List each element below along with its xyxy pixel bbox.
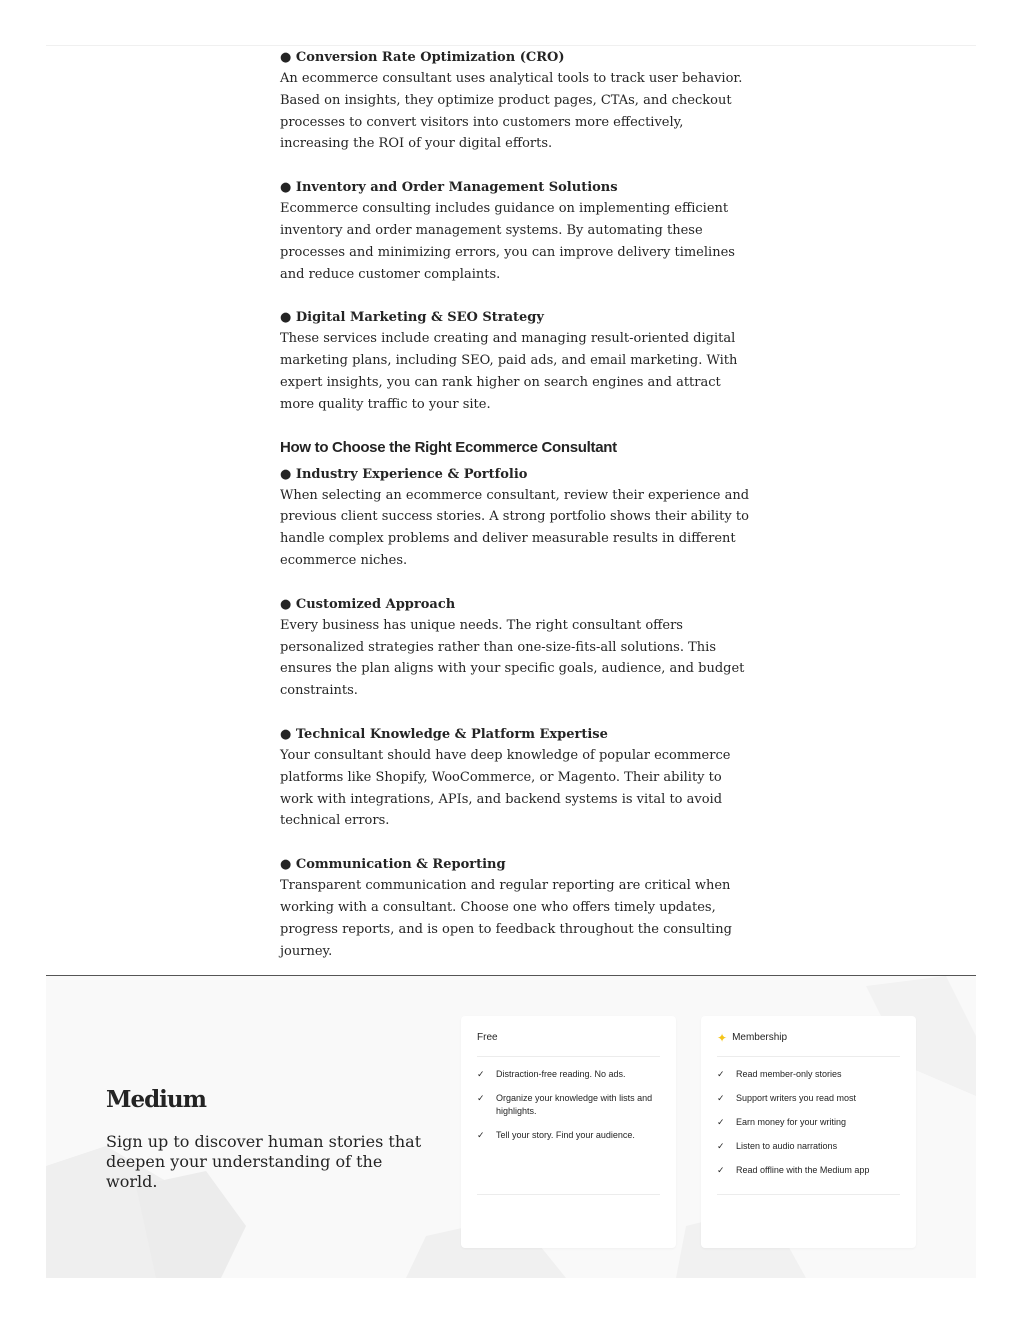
membership-plan-title: Membership	[732, 1032, 788, 1043]
item-body: Transparent communication and regular reporting are critical when working with a consultant. Choose one who offers timely updates, progress reports, and is open to feedback throughout the consulting journey.	[280, 878, 732, 959]
membership-plan-header	[717, 1032, 900, 1057]
item-title: ● Inventory and Order Management Solutions	[280, 180, 618, 196]
free-plan-features	[477, 1068, 660, 1153]
list-item: ✓ Listen to audio narrations	[717, 1141, 838, 1151]
item-title: ● Communication & Reporting	[280, 857, 506, 873]
card-divider	[717, 1194, 900, 1195]
free-plan-header	[477, 1032, 660, 1057]
item-title: ● Digital Marketing & SEO Strategy	[280, 310, 544, 326]
check-icon: ✓	[717, 1165, 725, 1175]
item-body: Your consultant should have deep knowledge of popular ecommerce platforms like Shopify, WooCommerce, or Magento. Their ability to work with integrations, APIs, and backend systems is vital to avoid technical errors.	[280, 747, 731, 829]
item-body: These services include creating and managing result-oriented digital marketing plans, including SEO, paid ads, and email marketing. With expert insights, you can rank higher on search engines and attract more quality traffic to your site.	[280, 331, 738, 412]
choose-item-experience	[280, 464, 750, 572]
signup-banner	[46, 975, 976, 1278]
list-item: ✓ Read offline with the Medium app	[717, 1165, 870, 1175]
check-icon: ✓	[477, 1130, 485, 1140]
free-plan-card[interactable]	[461, 1016, 676, 1248]
check-icon: ✓	[477, 1069, 485, 1079]
top-divider	[46, 45, 976, 46]
heading-choose-consultant: How to Choose the Right Ecommerce Consultant	[280, 438, 617, 456]
service-item-marketing	[280, 307, 750, 415]
item-body: When selecting an ecommerce consultant, review their experience and previous client success stories. A strong portfolio shows their ability to handle complex problems and deliver measurable results in different ecommerce niches.	[280, 487, 750, 568]
list-item: ✓ Organize your knowledge with lists and highlights.	[477, 1093, 653, 1116]
check-icon: ✓	[477, 1093, 485, 1103]
item-title: ● Industry Experience & Portfolio	[280, 466, 528, 482]
check-icon: ✓	[717, 1093, 725, 1103]
check-icon: ✓	[717, 1117, 725, 1127]
item-body: Ecommerce consulting includes guidance on implementing efficient inventory and order management systems. By automating these processes and minimizing errors, you can improve delivery timelines and reduce customer complaints.	[280, 201, 735, 282]
free-plan-title: Free	[477, 1032, 498, 1043]
article-body	[280, 47, 750, 975]
choose-item-customized	[280, 594, 750, 702]
list-item: ✓ Read member-only stories	[717, 1069, 842, 1079]
choose-item-communication	[280, 854, 750, 962]
item-body: An ecommerce consultant uses analytical tools to track user behavior. Based on insights, they optimize product pages, CTAs, and checkout processes to convert visitors into customers more effectively, increasing the ROI of your digital efforts.	[280, 71, 743, 152]
membership-plan-card[interactable]	[701, 1016, 916, 1248]
card-divider	[477, 1194, 660, 1195]
membership-plan-features	[717, 1068, 900, 1188]
service-item-inventory	[280, 177, 750, 285]
list-item: ✓ Support writers you read most	[717, 1093, 857, 1103]
item-title: ● Customized Approach	[280, 596, 456, 612]
item-title: ● Conversion Rate Optimization (CRO)	[280, 50, 565, 65]
signup-tagline: Sign up to discover human stories that deepen your understanding of the world.	[106, 1132, 422, 1191]
list-item: ✓ Earn money for your writing	[717, 1117, 847, 1127]
check-icon: ✓	[717, 1141, 725, 1151]
item-title: ● Technical Knowledge & Platform Expertise	[280, 726, 608, 742]
service-item-cro	[280, 47, 750, 155]
choose-item-technical	[280, 724, 750, 832]
list-item: ✓ Distraction-free reading. No ads.	[477, 1069, 626, 1079]
sparkle-icon: ✦	[717, 1031, 728, 1045]
medium-logo: Medium	[106, 1086, 206, 1113]
item-body: Every business has unique needs. The right consultant offers personalized strategies rather than one-size-fits-all solutions. This ensures the plan aligns with your specific goals, audience, and budget constraints.	[280, 617, 745, 699]
check-icon: ✓	[717, 1069, 725, 1079]
list-item: ✓ Tell your story. Find your audience.	[477, 1130, 635, 1140]
